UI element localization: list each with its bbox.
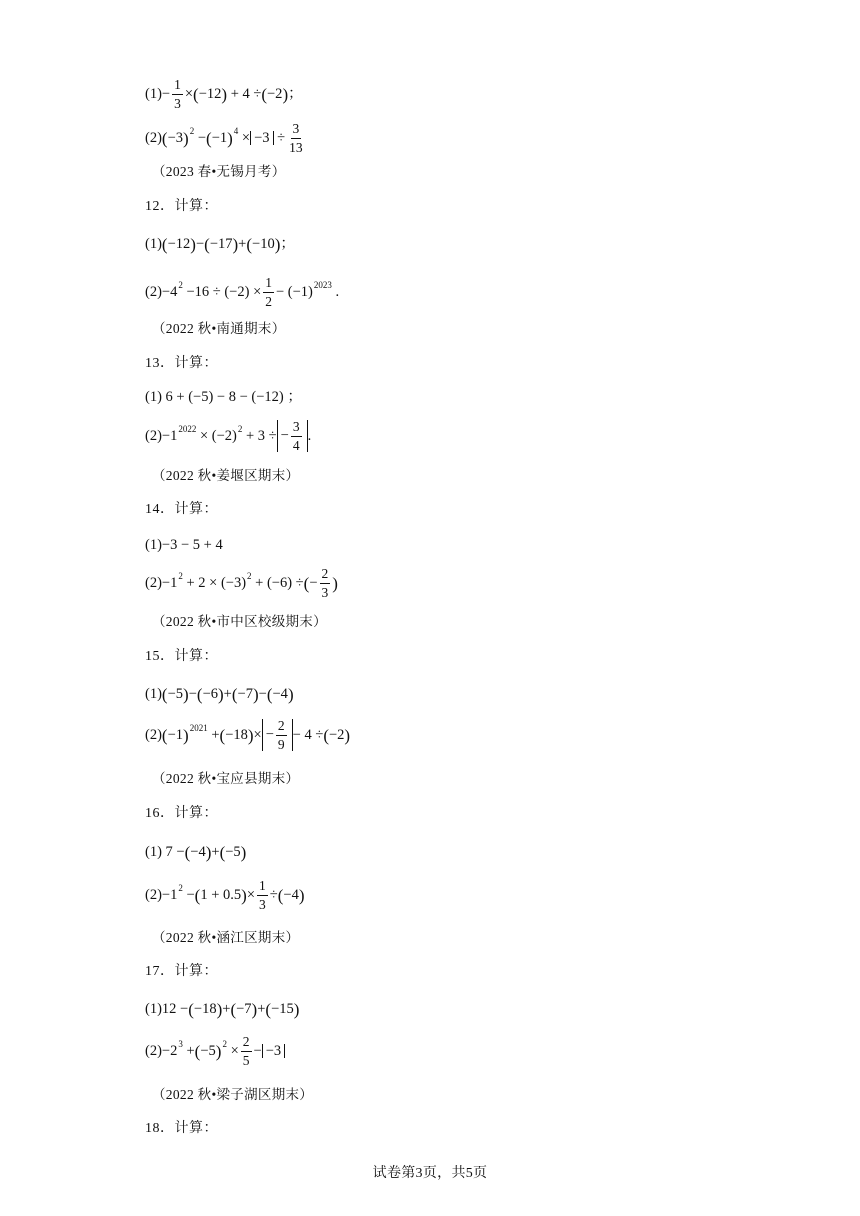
q17-source: （2022 秋•梁子湖区期末） <box>152 1087 314 1102</box>
q15-source: （2022 秋•宝应县期末） <box>152 771 300 786</box>
q17-part1: (1)12 − ( −18 ) + ( −7 ) + ( −15 ) <box>145 1000 300 1019</box>
q17-heading: 17．计算： <box>145 964 218 979</box>
q14-source: （2022 秋•市中区校级期末） <box>152 614 327 629</box>
q11-source: （2023 春•无锡月考） <box>152 164 286 179</box>
q14-heading: 14．计算： <box>145 502 218 517</box>
page-footer: 试卷第3页，共5页 <box>372 1166 488 1181</box>
q14-part1: (1)−3 − 5 + 4 <box>145 537 223 553</box>
q11-part2: (2) ( −3 ) 2 − ( −1 ) 4 × −3 ÷ $\frac{3}{13}$ <box>145 121 303 155</box>
q15-part1: (1) ( −5 ) − ( −6 ) + ( −7 ) − ( −4 ) <box>145 685 294 704</box>
q15-part2: (2) ( −1 ) 2021 + ( −18 ) × − $\frac{2}{9}$ − 4 ÷ ( −2 ) <box>145 718 351 752</box>
q16-heading: 16．计算： <box>145 806 218 821</box>
q12-part2: (2)−4 2 −16 ÷ (−2) × $\frac{1}{2}$ − (−1) 2023 . <box>145 275 340 309</box>
q15-heading: 15．计算： <box>145 649 218 664</box>
q12-source: （2022 秋•南通期末） <box>152 321 286 336</box>
q17-part2: (2)−2 3 + ( −5 ) 2 × $\frac{2}{5}$ − −3 <box>145 1035 285 1067</box>
q11-part1: (1)− $\frac{1}{3}$ × ( −12 ) + 4 ÷ ( −2 ) ； <box>145 77 303 111</box>
q18-heading: 18．计算： <box>145 1121 218 1136</box>
q13-source: （2022 秋•姜堰区期末） <box>152 468 300 483</box>
q13-part2: (2)−1 2022 × (−2) 2 + 3 ÷ − $\frac{3}{4}$ . <box>145 419 312 453</box>
q16-source: （2022 秋•涵江区期末） <box>152 930 300 945</box>
q12-heading: 12．计算： <box>145 199 218 214</box>
q16-part2: (2)−1 2 − ( 1 + 0.5 ) × $\frac{1}{3}$ ÷ ( −4 ) <box>145 878 305 912</box>
q14-part2: (2)−1 2 + 2 × (−3) 2 + (−6) ÷ ( − $\frac{2}{3}$ ) <box>145 566 338 600</box>
q13-part1: (1) 6 + (−5) − 8 − (−12) ； <box>145 389 302 405</box>
q16-part1: (1) 7 − ( −4 ) + ( −5 ) <box>145 843 247 862</box>
q13-heading: 13．计算： <box>145 356 218 371</box>
q12-part1: (1) ( −12 ) − ( −17 ) + ( −10 ) ； <box>145 235 295 254</box>
